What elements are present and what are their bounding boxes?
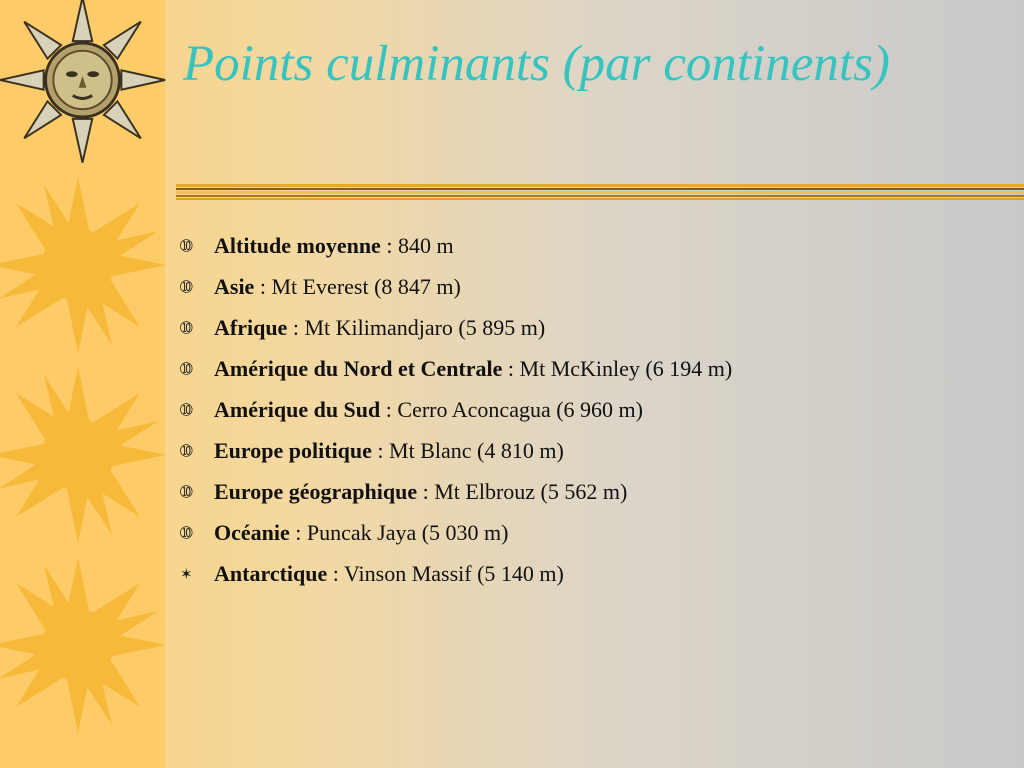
continent-term: Altitude moyenne <box>214 233 381 258</box>
bullet-icon: ➉ <box>180 319 193 337</box>
sun-icon <box>0 555 168 735</box>
continent-term: Océanie <box>214 520 290 545</box>
bullet-icon: ➉ <box>180 237 193 255</box>
continent-term: Amérique du Nord et Centrale <box>214 356 503 381</box>
star-bullet-icon: ✶ <box>180 565 193 583</box>
peak-detail: : Mt Kilimandjaro (5 895 m) <box>287 315 546 340</box>
title-divider <box>176 182 1024 202</box>
sun-icon <box>0 175 168 355</box>
peak-detail: : Vinson Massif (5 140 m) <box>327 561 564 586</box>
list-item <box>180 230 1010 271</box>
peak-detail: : Mt Elbrouz (5 562 m) <box>417 479 628 504</box>
continent-term: Amérique du Sud <box>214 397 381 422</box>
slide-title: Points culminants (par continents) <box>183 36 890 92</box>
peak-detail: : Mt Everest (8 847 m) <box>254 274 461 299</box>
bullet-icon: ➉ <box>180 483 193 501</box>
peak-detail: : 840 m <box>380 233 454 258</box>
continent-term: Antarctique <box>214 561 328 586</box>
bullet-icon: ➉ <box>180 442 193 460</box>
bullet-icon: ➉ <box>180 360 193 378</box>
continent-term: Europe géographique <box>214 479 418 504</box>
peak-detail: : Mt Blanc (4 810 m) <box>371 438 564 463</box>
bullet-icon: ➉ <box>180 278 193 296</box>
list-item <box>180 558 1010 599</box>
list-item <box>180 435 1010 476</box>
list-item <box>180 312 1010 353</box>
continent-term: Asie <box>214 274 255 299</box>
list-item <box>180 476 1010 517</box>
bullet-icon: ➉ <box>180 401 193 419</box>
list-item <box>180 394 1010 435</box>
peak-detail: : Puncak Jaya (5 030 m) <box>289 520 509 545</box>
list-item <box>180 271 1010 312</box>
peak-list <box>180 230 1010 599</box>
list-item <box>180 353 1010 394</box>
continent-term: Europe politique <box>214 438 372 463</box>
continent-term: Afrique <box>214 315 288 340</box>
peak-detail: : Cerro Aconcagua (6 960 m) <box>380 397 643 422</box>
sun-face-icon <box>0 0 170 170</box>
sun-icon <box>0 365 168 545</box>
list-item <box>180 517 1010 558</box>
peak-detail: : Mt McKinley (6 194 m) <box>502 356 733 381</box>
bullet-icon: ➉ <box>180 524 193 542</box>
